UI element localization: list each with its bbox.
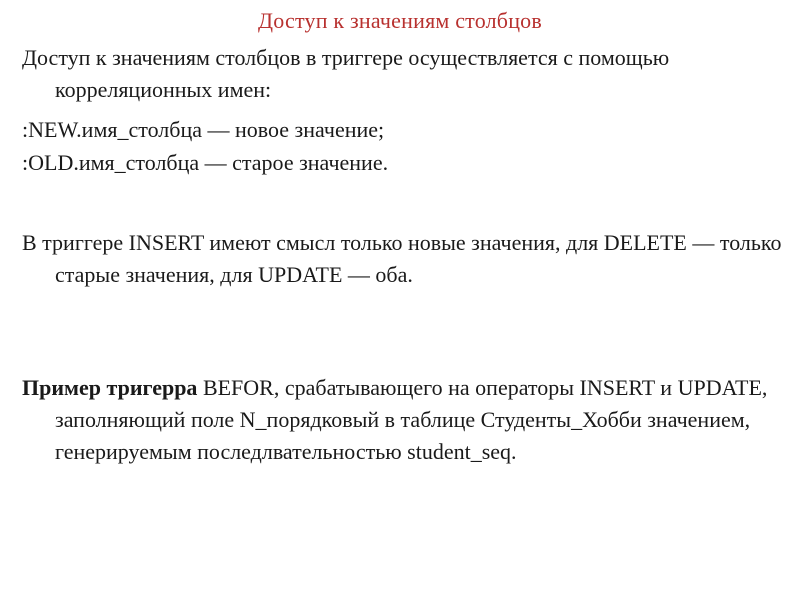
slide-title: Доступ к значениям столбцов xyxy=(258,8,542,33)
example-paragraph xyxy=(22,372,795,468)
usage-paragraph: В триггере INSERT имеют смысл только новые значения, для DELETE — только старые значения, для UPDATE — оба. xyxy=(22,230,782,287)
example-text: BEFOR, срабатывающего на операторы INSERT и UPDATE, заполняющий поле N_порядковый в таблице Студенты_Хобби значением, генерируемым последлвательностью student_seq. xyxy=(55,375,768,464)
intro-paragraph: Доступ к значениям столбцов в триггере осуществляется с помощью корреляционных имен: xyxy=(22,45,670,102)
example-label: Пример тригерра xyxy=(22,375,203,400)
new-value-line: :NEW.имя_столбца — новое значение; xyxy=(22,117,385,142)
old-value-line: :OLD.имя_столбца — старое значение. xyxy=(22,150,389,175)
